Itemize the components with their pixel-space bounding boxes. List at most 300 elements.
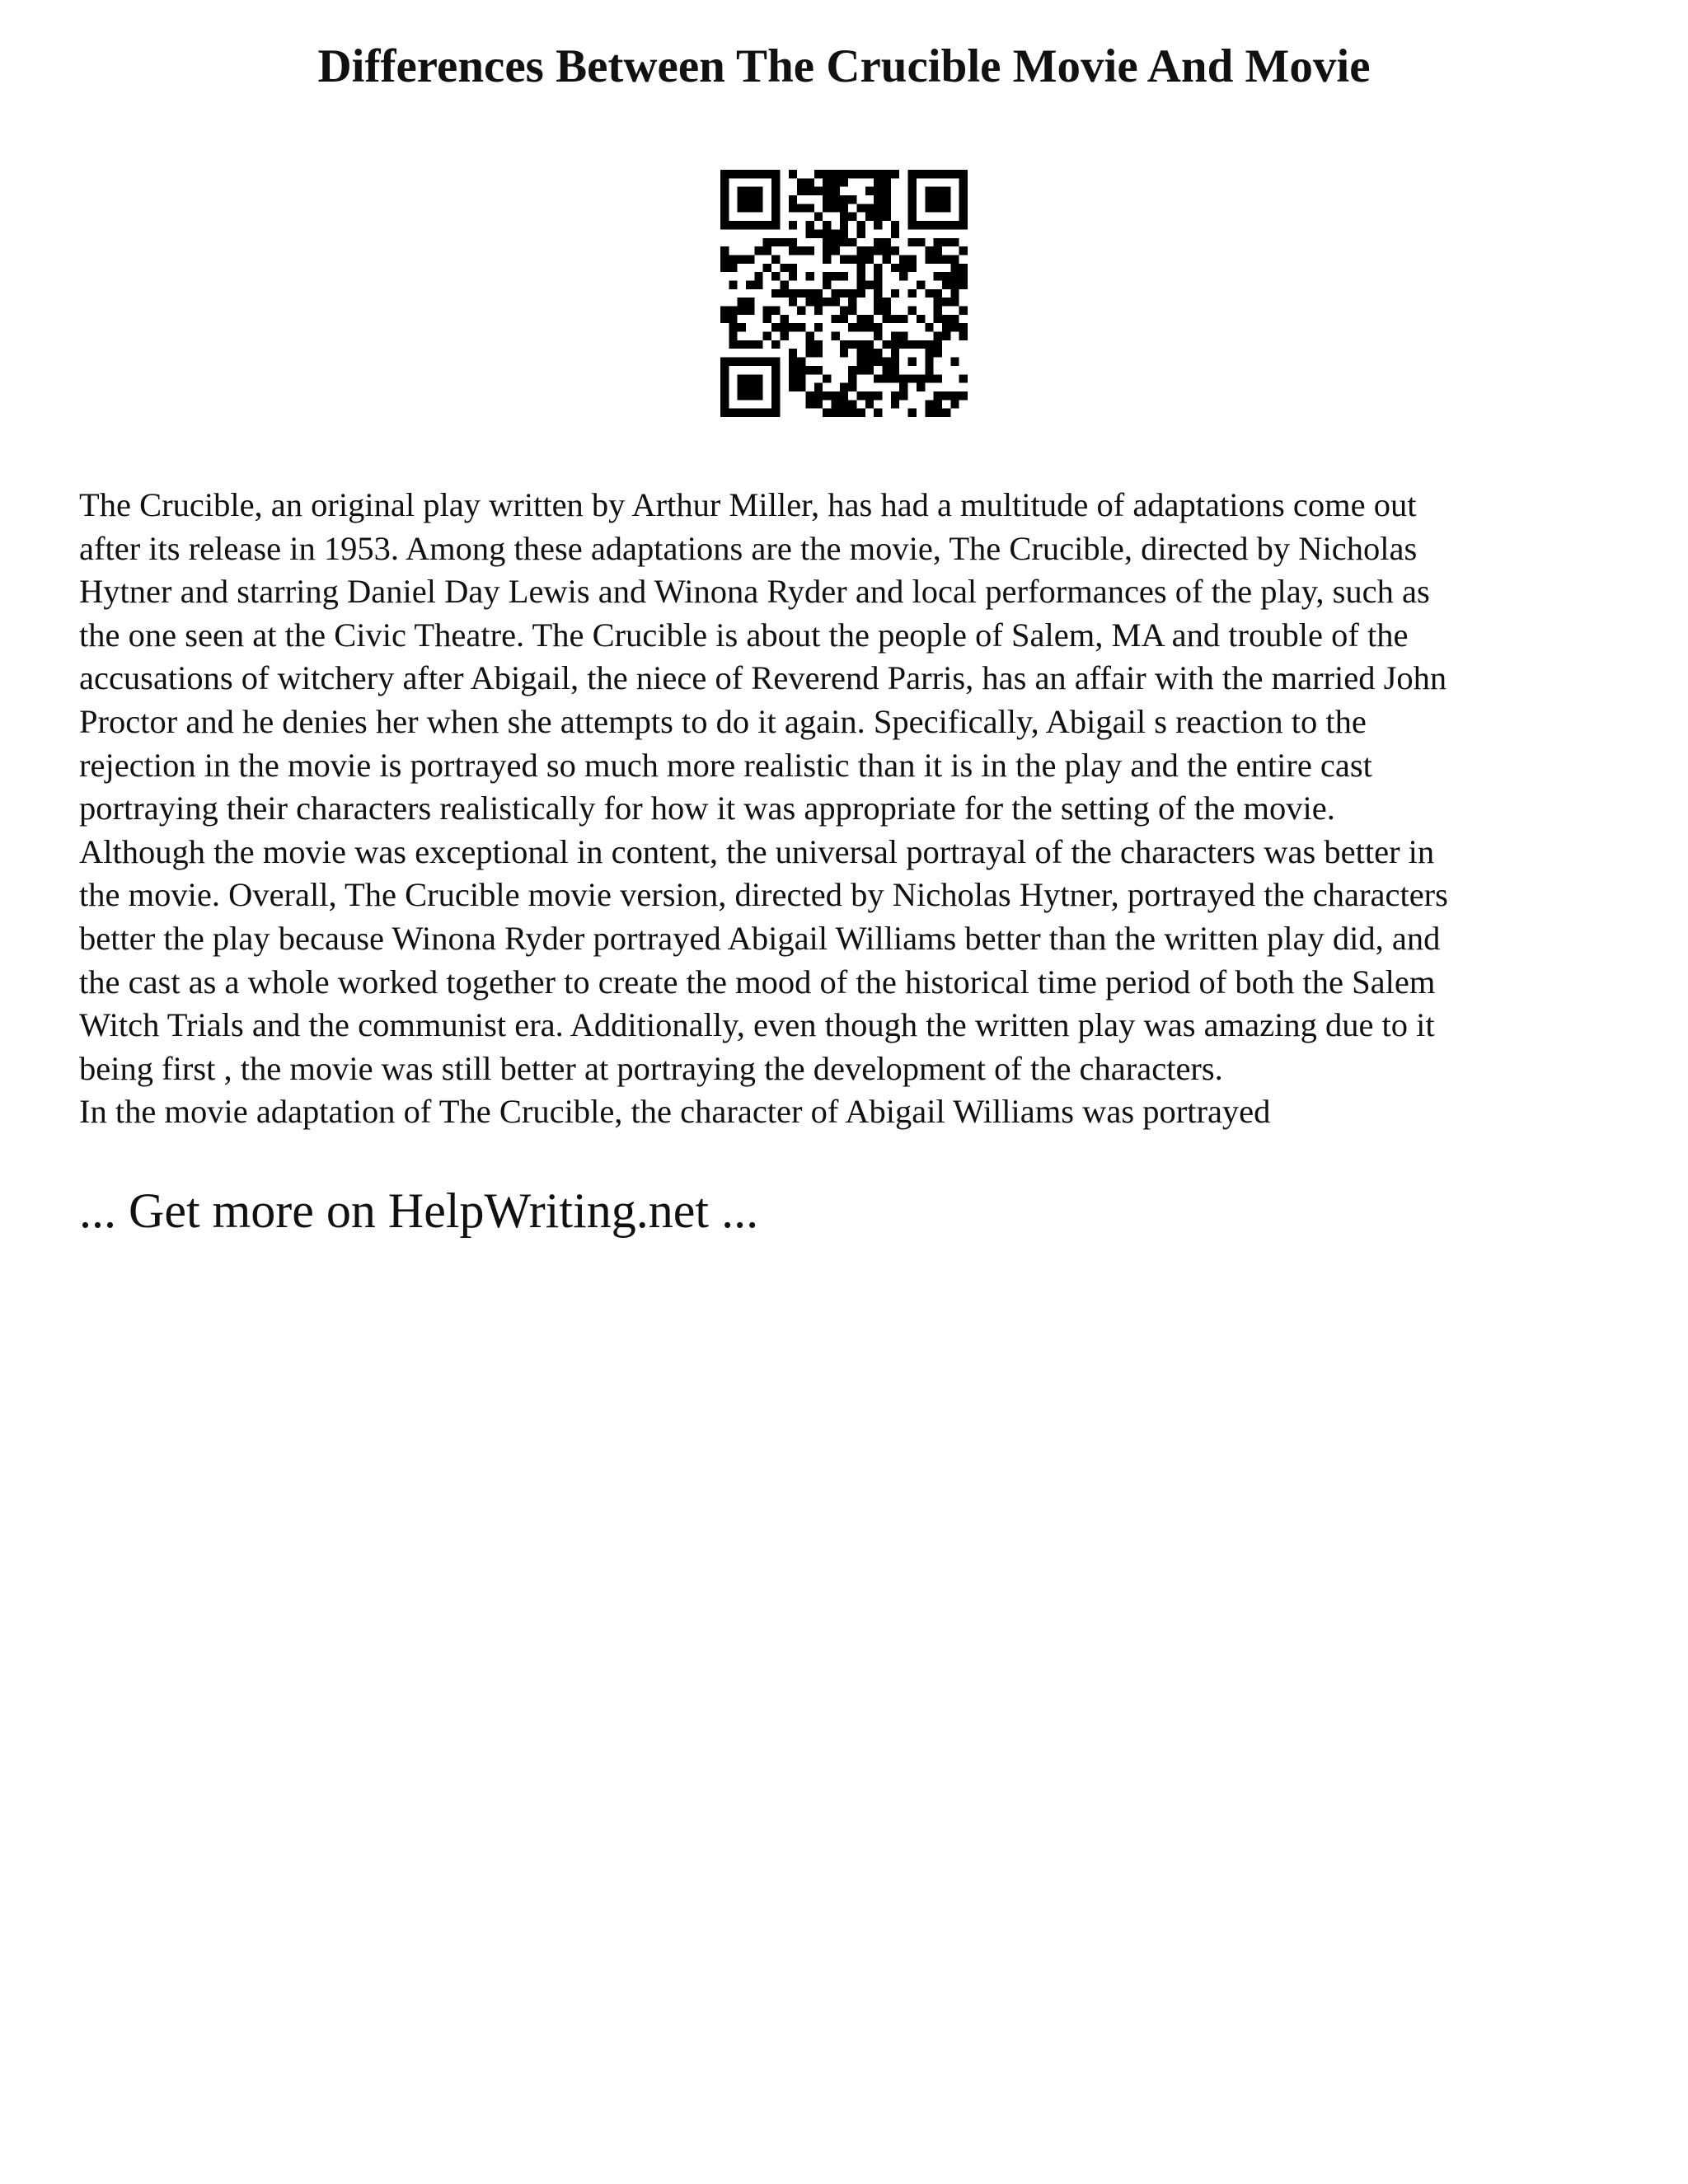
qr-module [789,195,797,204]
qr-module [848,366,856,374]
qr-module [746,391,754,400]
qr-module [720,221,729,229]
qr-module [942,221,950,229]
qr-module [729,323,737,331]
qr-module [959,264,968,272]
qr-module [925,323,933,331]
qr-module [823,280,831,288]
qr-module [950,400,959,408]
qr-module [942,315,950,323]
paragraph-line: the one seen at the Civic Theatre. The Crucible is about the people of Salem, MA and trouble of the [79,616,1409,654]
qr-module [840,170,848,178]
qr-module [789,349,797,357]
essay-paragraph [79,484,1629,1134]
qr-module [883,170,891,178]
qr-module [950,323,959,331]
qr-module [771,400,780,408]
qr-module [771,221,780,229]
qr-module [917,221,925,229]
qr-module [865,391,874,400]
get-more-link[interactable]: ... Get more on HelpWriting.net ... [79,1183,759,1238]
qr-module [883,358,891,366]
qr-module [891,264,899,272]
qr-module [925,358,933,366]
qr-module [883,298,891,306]
qr-module [771,187,780,195]
qr-module [934,238,942,246]
qr-module [814,307,823,315]
qr-module [865,170,874,178]
qr-module [883,307,891,315]
qr-module [874,170,882,178]
qr-module [942,204,950,212]
qr-module [831,272,839,280]
qr-module [925,170,933,178]
qr-module [934,307,942,315]
qr-module [789,323,797,331]
qr-module [917,374,925,382]
paragraph-line: better the play because Winona Ryder portrayed Abigail Williams better than the written play did, and [79,919,1441,957]
qr-module [738,409,746,417]
paragraph-line: Although the movie was exceptional in content, the universal portrayal of the characters was better in [79,832,1435,870]
qr-module [840,400,848,408]
qr-module [720,170,729,178]
qr-module [763,307,771,315]
qr-module [857,358,865,366]
qr-module [746,409,754,417]
qr-module [771,366,780,374]
qr-module [874,307,882,315]
qr-module [797,358,805,366]
qr-module [746,340,754,349]
qr-module [874,349,882,357]
qr-module [754,383,762,391]
qr-module [814,383,823,391]
qr-module [805,221,814,229]
qr-module [823,255,831,263]
qr-code-graphic [720,170,968,417]
qr-module [738,195,746,204]
qr-module [959,170,968,178]
qr-module [865,246,874,255]
qr-module [789,383,797,391]
qr-module [729,332,737,340]
qr-module [823,298,831,306]
qr-module [950,358,959,366]
qr-module [754,391,762,400]
qr-module [729,221,737,229]
qr-module [823,409,831,417]
qr-module [925,187,933,195]
qr-module [891,349,899,357]
qr-module [883,340,891,349]
qr-module [934,315,942,323]
qr-module [934,255,942,263]
qr-module [823,204,831,212]
qr-module [814,323,823,331]
qr-module [934,246,942,255]
qr-module [848,170,856,178]
qr-module [959,307,968,315]
qr-module [934,170,942,178]
qr-module [763,238,771,246]
qr-module [848,409,856,417]
qr-module [823,229,831,237]
qr-module [823,187,831,195]
qr-module [908,289,917,298]
qr-module [754,280,762,288]
qr-module [908,264,917,272]
qr-module [857,229,865,237]
qr-module [763,246,771,255]
qr-module [857,323,865,331]
qr-module [780,280,788,288]
qr-module [729,409,737,417]
qr-module [883,204,891,212]
qr-module [831,229,839,237]
qr-module [857,315,865,323]
qr-module [771,358,780,366]
qr-module [865,323,874,331]
qr-module [763,409,771,417]
qr-module [720,409,729,417]
qr-module [797,323,805,331]
qr-module [917,170,925,178]
paragraph-line: Hytner and starring Daniel Day Lewis and Winona Ryder and local performances of the play, such as [79,573,1430,611]
qr-module [908,187,917,195]
qr-module [738,340,746,349]
qr-module [959,187,968,195]
qr-module [950,289,959,298]
qr-module [720,374,729,382]
qr-module [959,195,968,204]
qr-module [814,391,823,400]
qr-module [729,358,737,366]
qr-module [934,409,942,417]
qr-module [865,255,874,263]
qr-module [805,187,814,195]
qr-module [738,221,746,229]
qr-module [823,272,831,280]
qr-module [840,307,848,315]
paragraph-line: being first , the movie was still better at portraying the development of the characters. [79,1049,1223,1087]
qr-module [720,178,729,186]
qr-module [840,229,848,237]
qr-module [874,187,882,195]
qr-module [797,187,805,195]
qr-module [874,374,882,382]
qr-module [780,323,788,331]
qr-module [883,315,891,323]
qr-module [874,298,882,306]
qr-module [771,178,780,186]
qr-module [746,383,754,391]
qr-module [942,409,950,417]
qr-module [934,400,942,408]
qr-module [805,272,814,280]
qr-module [840,340,848,349]
qr-module [848,255,856,263]
qr-module [805,298,814,306]
qr-module [959,323,968,331]
qr-module [771,383,780,391]
qr-module [780,264,788,272]
qr-module [771,340,780,349]
qr-module [874,323,882,331]
qr-module [729,315,737,323]
qr-module [746,280,754,288]
qr-module [959,272,968,280]
qr-module [823,374,831,382]
qr-module [789,238,797,246]
qr-module [925,195,933,204]
qr-module [720,358,729,366]
qr-module [891,315,899,323]
qr-module [797,289,805,298]
qr-module [840,315,848,323]
qr-module [746,307,754,315]
qr-module [805,400,814,408]
qr-module [831,178,839,186]
qr-module [797,178,805,186]
qr-module [942,323,950,331]
qr-module [771,323,780,331]
qr-module [865,315,874,323]
qr-module [746,374,754,382]
qr-module [840,238,848,246]
qr-module [934,204,942,212]
qr-module [917,315,925,323]
qr-module [771,213,780,221]
qr-code-icon[interactable] [720,170,968,417]
qr-module [908,213,917,221]
qr-module [738,255,746,263]
qr-module [831,195,839,204]
qr-module [899,264,907,272]
qr-module [925,289,933,298]
qr-module [934,289,942,298]
qr-module [771,307,780,315]
qr-module [950,221,959,229]
qr-module [857,255,865,263]
qr-module [814,349,823,357]
paragraph-line: Witch Trials and the communist era. Additionally, even though the written play was amazing due to it [79,1006,1435,1044]
qr-module [950,391,959,400]
qr-module [771,289,780,298]
qr-module [840,289,848,298]
qr-module [934,221,942,229]
qr-module [959,221,968,229]
qr-module [797,366,805,374]
qr-module [883,255,891,263]
qr-module [729,264,737,272]
qr-module [814,187,823,195]
qr-module [831,187,839,195]
qr-module [891,340,899,349]
qr-module [891,221,899,229]
qr-module [891,229,899,237]
qr-module [840,409,848,417]
qr-module [720,307,729,315]
qr-module [908,255,917,263]
qr-module [805,349,814,357]
qr-module [746,204,754,212]
qr-module [840,204,848,212]
qr-module [738,391,746,400]
qr-module [771,195,780,204]
qr-module [746,221,754,229]
qr-module [942,238,950,246]
qr-module [763,264,771,272]
qr-module [874,332,882,340]
qr-module [899,340,907,349]
qr-module [771,255,780,263]
qr-module [959,246,968,255]
qr-module [925,255,933,263]
qr-module [729,307,737,315]
qr-module [891,366,899,374]
qr-module [814,298,823,306]
qr-module [771,391,780,400]
qr-module [746,195,754,204]
qr-module [771,409,780,417]
qr-module [780,289,788,298]
qr-module [874,213,882,221]
qr-module [840,178,848,186]
qr-module [950,315,959,323]
qr-module [805,178,814,186]
qr-module [934,340,942,349]
qr-module [925,246,933,255]
qr-module [823,391,831,400]
qr-module [883,195,891,204]
qr-module [891,246,899,255]
qr-module [908,238,917,246]
qr-module [857,340,865,349]
qr-module [934,332,942,340]
qr-module [789,204,797,212]
qr-module [865,400,874,408]
qr-module [899,391,907,400]
qr-module [840,272,848,280]
qr-module [959,204,968,212]
qr-module [797,307,805,315]
qr-module [823,170,831,178]
qr-module [738,298,746,306]
qr-module [814,400,823,408]
qr-module [720,195,729,204]
qr-module [848,213,856,221]
qr-module [908,178,917,186]
qr-module [925,340,933,349]
qr-module [789,289,797,298]
qr-module [738,323,746,331]
qr-module [771,374,780,382]
qr-module [959,374,968,382]
qr-module [942,255,950,263]
qr-module [908,204,917,212]
qr-module [857,289,865,298]
qr-module [942,170,950,178]
paragraph-line: Proctor and he denies her when she attempts to do it again. Specifically, Abigail s reaction to the [79,702,1367,740]
qr-module [848,238,856,246]
qr-module [934,272,942,280]
qr-module [942,332,950,340]
qr-module [754,409,762,417]
qr-module [789,221,797,229]
qr-module [883,178,891,186]
qr-module [865,349,874,357]
qr-module [874,358,882,366]
qr-module [950,255,959,263]
qr-module [874,238,882,246]
qr-module [763,170,771,178]
qr-module [917,383,925,391]
qr-module [771,272,780,280]
qr-module [934,195,942,204]
qr-module [805,340,814,349]
qr-module [754,340,762,349]
qr-module [805,332,814,340]
qr-module [908,340,917,349]
qr-module [857,204,865,212]
qr-module [771,204,780,212]
qr-module [848,195,856,204]
qr-module [720,400,729,408]
qr-module [942,272,950,280]
qr-module [738,187,746,195]
qr-module [831,391,839,400]
qr-module [908,170,917,178]
qr-module [874,272,882,280]
qr-module [950,272,959,280]
qr-module [848,340,856,349]
qr-module [865,358,874,366]
qr-module [865,204,874,212]
qr-module [848,289,856,298]
paragraph-line: The Crucible, an original play written by Arthur Miller, has had a multitude of adaptations come out [79,486,1417,523]
qr-module [848,383,856,391]
qr-module [917,238,925,246]
qr-module [848,400,856,408]
qr-module [857,264,865,272]
qr-module [763,358,771,366]
qr-module [729,255,737,263]
qr-module [934,391,942,400]
qr-module [840,349,848,357]
qr-module [934,374,942,382]
qr-module [789,374,797,382]
qr-module [789,298,797,306]
qr-module [857,409,865,417]
qr-module [874,391,882,400]
qr-module [883,213,891,221]
qr-module [831,238,839,246]
qr-module [848,307,856,315]
qr-module [754,246,762,255]
qr-module [899,332,907,340]
qr-module [891,374,899,382]
qr-module [891,170,899,178]
qr-module [746,358,754,366]
qr-module [738,307,746,315]
qr-module [942,187,950,195]
qr-module [908,307,917,315]
qr-module [891,358,899,366]
paragraph-line: portraying their characters realistically for how it was appropriate for the setting of the movie. [79,790,1335,827]
qr-module [797,383,805,391]
qr-module [831,400,839,408]
